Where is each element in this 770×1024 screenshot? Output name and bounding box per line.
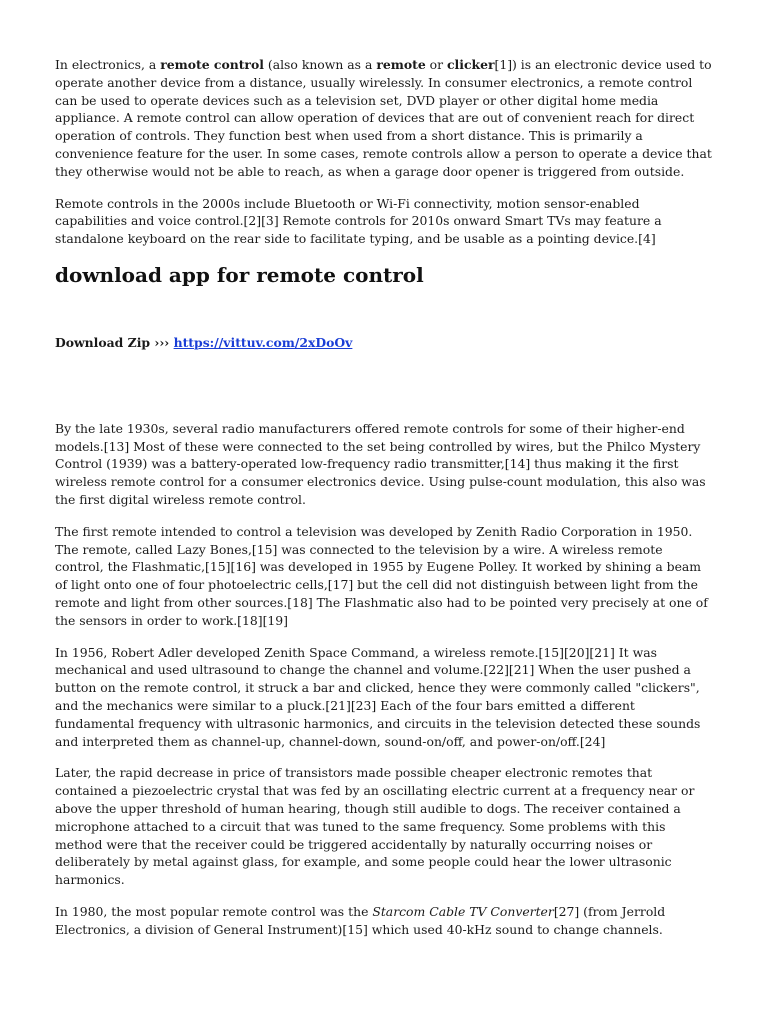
download-line xyxy=(55,334,715,352)
term-remote: remote xyxy=(376,57,426,72)
term-clicker: clicker xyxy=(446,57,495,72)
paragraph-1956: In 1956, Robert Adler developed Zenith Space Command, a wireless remote.[15][20][21] It was mechanical and used ultrasound to change the channel and volume.[22][21] When the user pushed a button on the remote control, it struck a bar and clicked, hence they were commonly called "clickers", and the mechanics were similar to a pluck.[21][23] Each of the four bars emitted a different fundamental frequency with ultrasonic harmonics, and circuits in the television detected these sounds and interpreted them as channel-up, channel-down, sound-on/off, and power-on/off.[24] xyxy=(55,644,701,749)
download-label: Download Zip ››› xyxy=(55,334,174,350)
intro-text-3: or xyxy=(425,57,447,72)
paragraph-transistors: Later, the rapid decrease in price of transistors made possible cheaper electronic remotes that contained a piezoelectric crystal that was fed by an oscillating electric current at a frequency near or above the upper threshold of human hearing, though still audible to dogs. The receiver contained a microphone attached to a circuit that was tuned to the same frequency. Some problems with this method were that the receiver could be triggered accidentally by naturally occurring noises or deliberately by metal against glass, for example, and some people could hear the lower ultrasonic harmonics. xyxy=(55,765,695,888)
starcom-title: Starcom Cable TV Converter xyxy=(372,903,554,919)
paragraph-1980 xyxy=(55,903,715,939)
intro-text-4: [1]) is an electronic device used to operate another device from a distance, usually wirelessly. In consumer electronics, a remote control can be used to operate devices such as a television set, DVD player or other digital home media appliance. A remote control can allow operation of devices that are out of convenient reach for direct operation of controls. They function best when used from a short distance. This is primarily a convenience feature for the user. In some cases, remote controls allow a person to operate a device that they otherwise would not be able to reach, as when a garage door opener is triggered from outside. xyxy=(55,57,712,179)
section-heading: download app for remote control xyxy=(55,262,424,287)
paragraph-2000s: Remote controls in the 2000s include Bluetooth or Wi-Fi connectivity, motion sensor-enabled capabilities and voice control.[2][3] Remote controls for 2010s onward Smart TVs may feature a standalone keyboard on the rear side to facilitate typing, and be usable as a pointing device.[4] xyxy=(55,195,662,247)
document-body xyxy=(55,56,715,952)
intro-paragraph xyxy=(55,56,715,181)
text-1980-a: In 1980, the most popular remote control was the xyxy=(55,903,373,919)
term-remote-control: remote control xyxy=(160,57,264,72)
intro-text-1: In electronics, a xyxy=(55,57,161,72)
intro-text-2: (also known as a xyxy=(263,57,377,72)
paragraph-1950: The first remote intended to control a television was developed by Zenith Radio Corporation in 1950. The remote, called Lazy Bones,[15] was connected to the television by a wire. A wireless remote control, the Flashmatic,[15][16] was developed in 1955 by Eugene Polley. It worked by shining a beam of light onto one of four photoelectric cells,[17] but the cell did not distinguish between light from the remote and light from other sources.[18] The Flashmatic also had to be pointed very precisely at one of the sensors in order to work.[18][19] xyxy=(55,523,708,628)
paragraph-1930s: By the late 1930s, several radio manufacturers offered remote controls for some of their higher-end models.[13] Most of these were connected to the set being controlled by wires, but the Philco Mystery Control (1939) was a battery-operated low-frequency radio transmitter,[14] thus making it the first wireless remote control for a consumer electronics device. Using pulse-count modulation, this also was the first digital wireless remote control. xyxy=(55,420,706,507)
download-link[interactable]: https://vittuv.com/2xDoOv xyxy=(173,334,353,350)
text-1980-b: [27] (from Jerrold Electronics, a division of General Instrument)[15] which used 40-kHz sound to change channels. xyxy=(55,903,666,937)
